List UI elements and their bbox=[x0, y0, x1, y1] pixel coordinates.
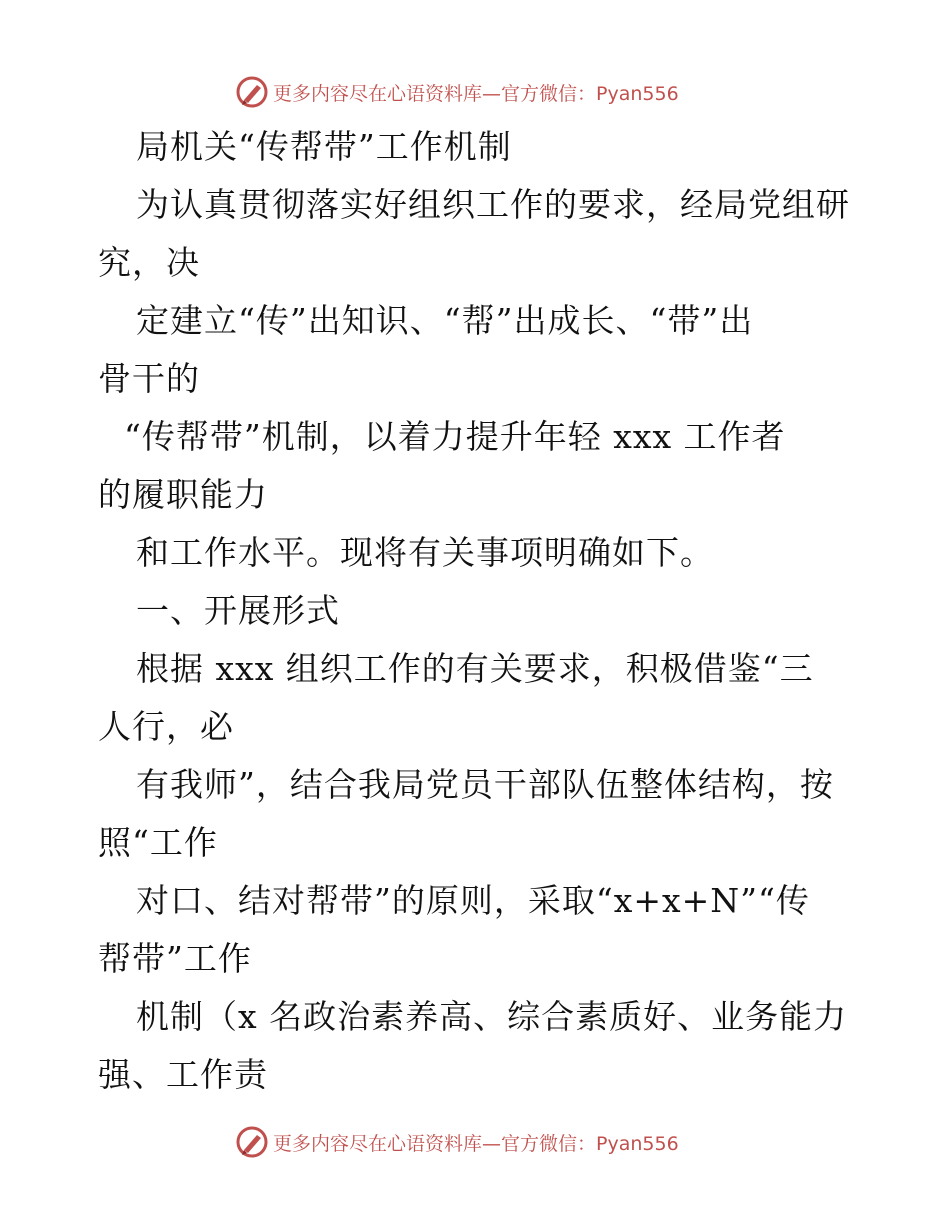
section-heading: 一、开展形式 bbox=[136, 591, 340, 630]
paragraph-line: “传帮带”机制，以着力提升年轻 xxx 工作者 bbox=[124, 417, 786, 456]
paragraph-line: 帮带”工作 bbox=[98, 939, 252, 978]
paragraph-line: 照“工作 bbox=[98, 823, 218, 862]
footer-watermark-text: 更多内容尽在心语资料库—官方微信：Pyan556 bbox=[273, 1132, 679, 1155]
paragraph-line: 人行，必 bbox=[98, 707, 234, 746]
header-watermark-text: 更多内容尽在心语资料库—官方微信：Pyan556 bbox=[273, 82, 679, 105]
paragraph-line: 为认真贯彻落实好组织工作的要求，经局党组研 bbox=[136, 185, 850, 224]
footer-watermark-banner bbox=[235, 1122, 715, 1162]
document-title: 局机关“传帮带”工作机制 bbox=[136, 127, 512, 166]
paragraph-line: 究，决 bbox=[98, 243, 200, 282]
paragraph-line: 强、工作责 bbox=[98, 1055, 268, 1094]
pen-logo-icon bbox=[235, 1125, 269, 1159]
paragraph-line: 骨干的 bbox=[98, 359, 200, 398]
paragraph-line: 对口、结对帮带”的原则，采取“x+x+N”“传 bbox=[136, 881, 810, 920]
paragraph-line: 定建立“传”出知识、“帮”出成长、“带”出 bbox=[136, 301, 754, 340]
paragraph-line: 的履职能力 bbox=[98, 475, 268, 514]
document-body bbox=[98, 118, 858, 1104]
header-watermark-banner bbox=[235, 72, 715, 112]
paragraph-line: 根据 xxx 组织工作的有关要求，积极借鉴“三 bbox=[136, 649, 814, 688]
pen-logo-icon bbox=[235, 75, 269, 109]
paragraph-line: 和工作水平。现将有关事项明确如下。 bbox=[136, 533, 714, 572]
paragraph-line: 有我师”，结合我局党员干部队伍整体结构，按 bbox=[136, 765, 834, 804]
paragraph-line: 机制（x 名政治素养高、综合素质好、业务能力 bbox=[136, 997, 848, 1036]
